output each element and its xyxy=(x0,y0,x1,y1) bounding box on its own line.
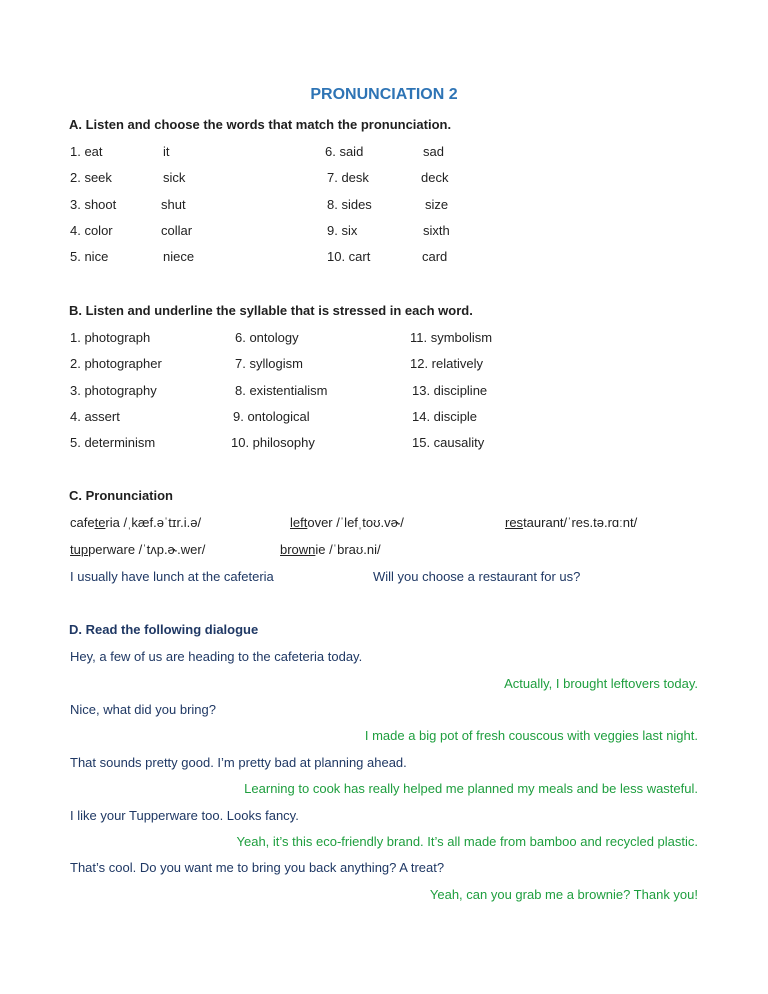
dialogue-line-speaker-b: I made a big pot of fresh couscous with veggies last night. xyxy=(364,728,698,743)
a-word: shut xyxy=(161,197,186,212)
a-word: 6. said xyxy=(325,144,364,159)
b-word: 9. ontological xyxy=(233,409,310,424)
b-word: 8. existentialism xyxy=(235,383,328,398)
word-part: ria /ˌkæf.əˈtɪr.i.ə/ xyxy=(105,515,202,530)
dialogue-line-speaker-b: Yeah, can you grab me a brownie? Thank you! xyxy=(429,887,698,902)
section-b-heading: B. Listen and underline the syllable that is stressed in each word. xyxy=(69,303,473,318)
b-word: 2. photographer xyxy=(70,356,162,371)
page-title: PRONUNCIATION 2 xyxy=(310,86,458,103)
stressed-syllable: left xyxy=(290,515,308,530)
pron-cafeteria xyxy=(70,515,201,530)
b-word: 6. ontology xyxy=(235,330,299,345)
stressed-syllable: brown xyxy=(280,542,316,557)
a-word: niece xyxy=(163,249,195,264)
stressed-syllable: te xyxy=(94,515,106,530)
b-word: 4. assert xyxy=(70,409,120,424)
section-a-heading: A. Listen and choose the words that match the pronunciation. xyxy=(69,117,452,132)
example-sentence: I usually have lunch at the cafeteria xyxy=(70,569,274,584)
word-part: cafe xyxy=(70,515,95,530)
a-word: deck xyxy=(421,170,449,185)
dialogue-line-speaker-b: Actually, I brought leftovers today. xyxy=(504,676,698,691)
word-part: perware /ˈtʌp.ɚ.wer/ xyxy=(88,542,206,557)
a-word: sixth xyxy=(423,223,450,238)
dialogue-line-speaker-b: Yeah, it’s this eco-friendly brand. It’s all made from bamboo and recycled plastic. xyxy=(236,834,698,849)
dialogue-line-speaker-b: Learning to cook has really helped me planned my meals and be less wasteful. xyxy=(244,781,698,796)
a-word: sick xyxy=(163,170,186,185)
b-word: 12. relatively xyxy=(410,356,483,371)
pron-restaurant xyxy=(505,515,637,530)
word-part: taurant/ˈres.tə.rɑːnt/ xyxy=(523,515,638,530)
word-part: over /ˈlefˌtoʊ.vɚ/ xyxy=(307,515,404,530)
a-word: 8. sides xyxy=(327,197,372,212)
stressed-syllable: tup xyxy=(70,542,89,557)
b-word: 5. determinism xyxy=(70,435,156,450)
b-word: 11. symbolism xyxy=(410,330,493,345)
a-word: sad xyxy=(423,144,444,159)
a-word: card xyxy=(422,249,448,264)
b-word: 15. causality xyxy=(412,435,485,450)
a-word: 2. seek xyxy=(70,170,112,185)
b-word: 3. photography xyxy=(70,383,157,398)
a-word: 1. eat xyxy=(70,144,103,159)
a-word: size xyxy=(425,197,449,212)
b-word: 13. discipline xyxy=(412,383,488,398)
b-word: 10. philosophy xyxy=(231,435,315,450)
dialogue-line-speaker-a: That’s cool. Do you want me to bring you back anything? A treat? xyxy=(70,860,445,875)
pron-leftover xyxy=(290,515,404,530)
section-c-heading: C. Pronunciation xyxy=(69,488,173,503)
dialogue-line-speaker-a: I like your Tupperware too. Looks fancy. xyxy=(70,808,299,823)
a-word: 4. color xyxy=(70,223,113,238)
a-word: 5. nice xyxy=(70,249,109,264)
a-word: 3. shoot xyxy=(70,197,117,212)
b-word: 14. disciple xyxy=(412,409,478,424)
b-word: 1. photograph xyxy=(70,330,151,345)
dialogue-line-speaker-a: Hey, a few of us are heading to the cafeteria today. xyxy=(70,649,363,664)
a-word: collar xyxy=(161,223,193,238)
a-word: 7. desk xyxy=(327,170,369,185)
pron-brownie xyxy=(280,542,381,557)
a-word: 10. cart xyxy=(327,249,371,264)
b-word: 7. syllogism xyxy=(235,356,303,371)
a-word: 9. six xyxy=(327,223,358,238)
example-sentence: Will you choose a restaurant for us? xyxy=(373,569,581,584)
dialogue-line-speaker-a: Nice, what did you bring? xyxy=(70,702,216,717)
dialogue-line-speaker-a: That sounds pretty good. I’m pretty bad at planning ahead. xyxy=(70,755,407,770)
word-part: ie /ˈbraʊ.ni/ xyxy=(315,542,381,557)
stressed-syllable: res xyxy=(505,515,524,530)
section-d-heading: D. Read the following dialogue xyxy=(69,622,259,637)
pron-tupperware xyxy=(70,542,205,557)
a-word: it xyxy=(163,144,170,159)
